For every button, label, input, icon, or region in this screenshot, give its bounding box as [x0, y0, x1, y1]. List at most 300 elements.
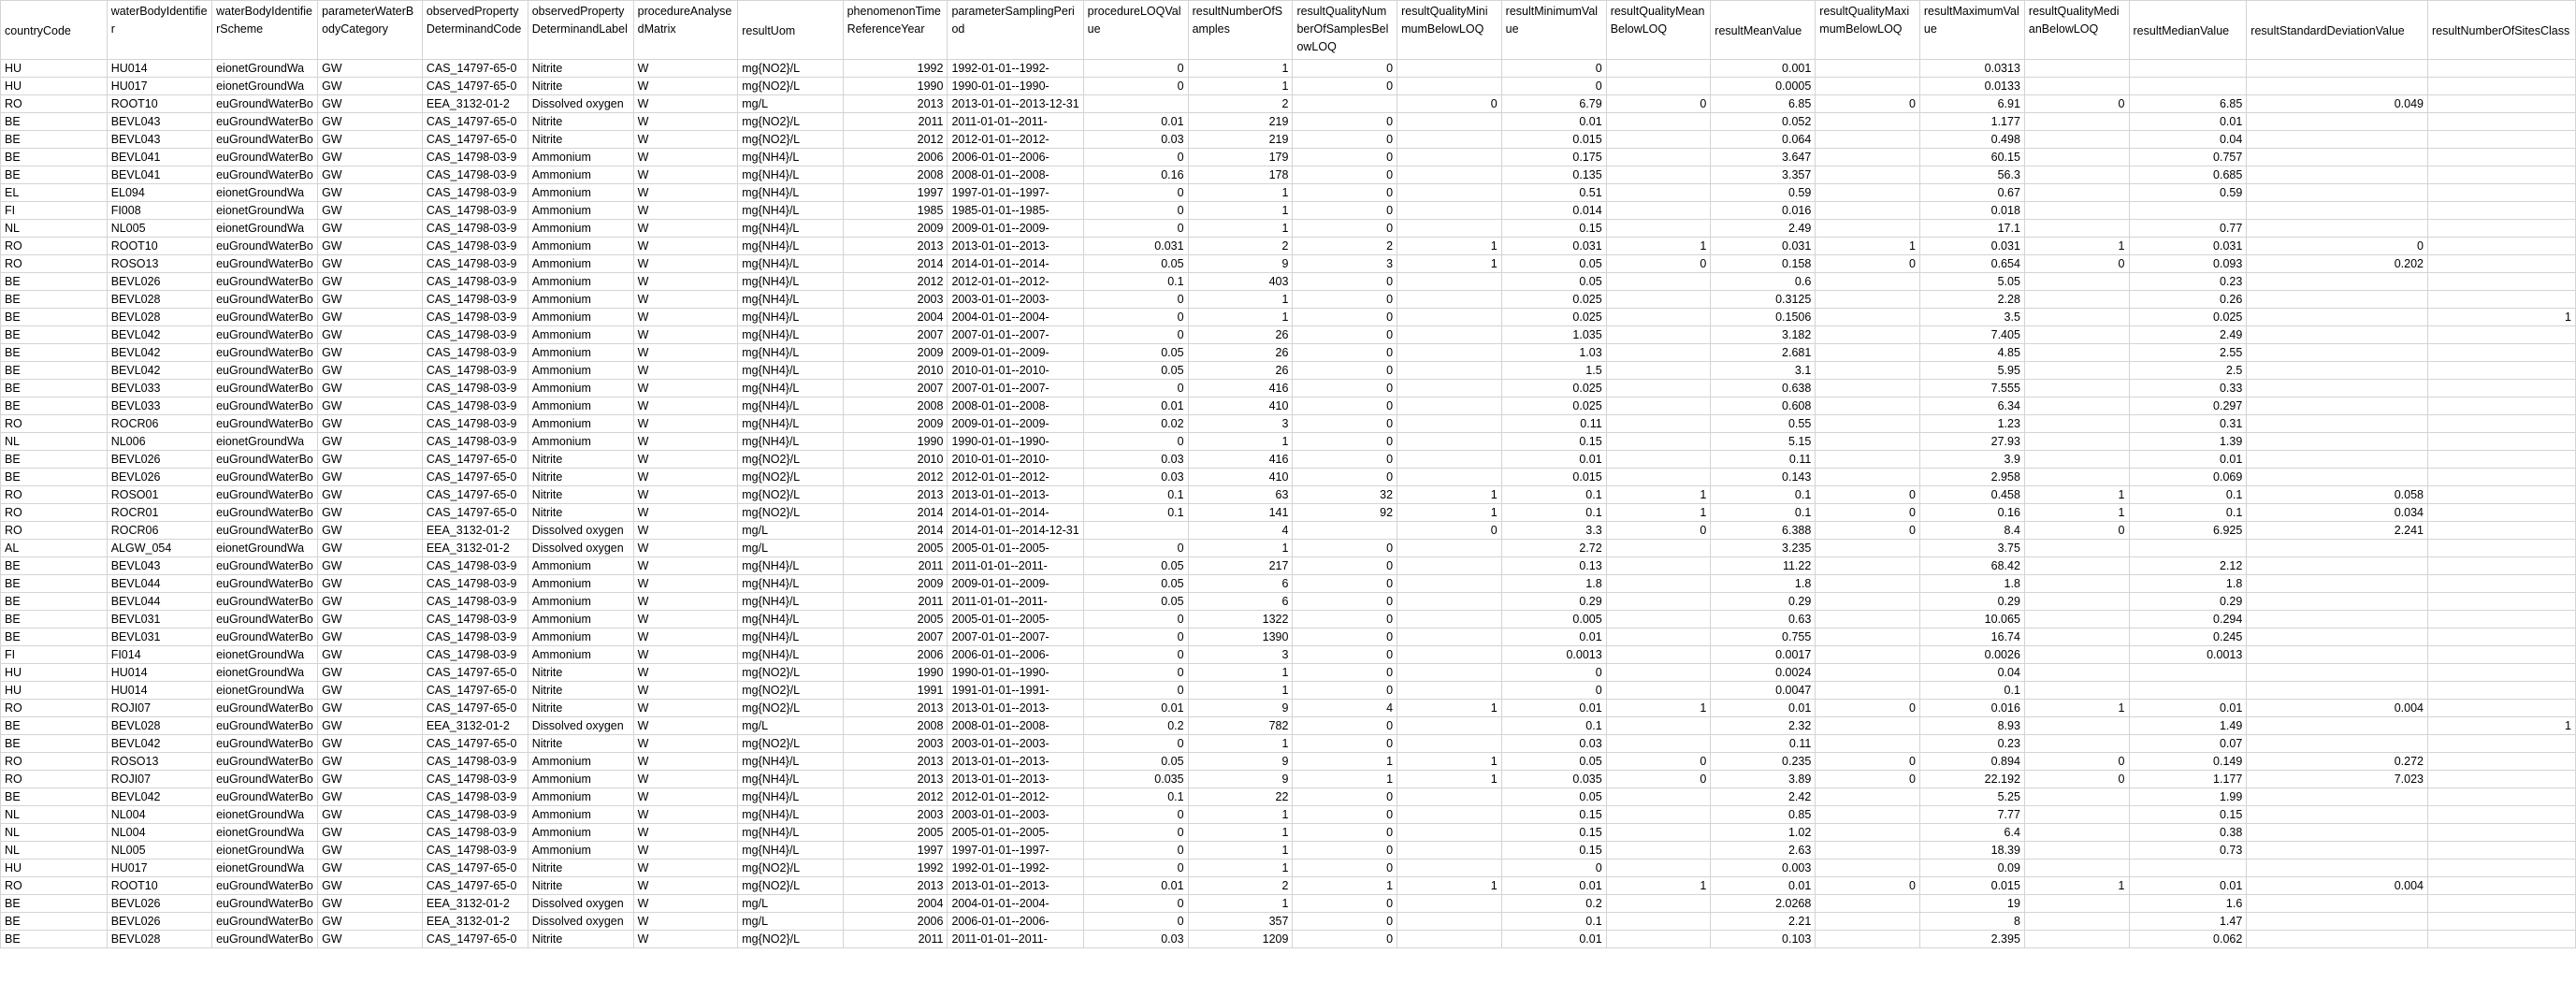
- cell[interactable]: euGroundWaterBo: [212, 611, 318, 629]
- cell[interactable]: 0.04: [2129, 131, 2247, 149]
- cell[interactable]: 0.272: [2247, 753, 2428, 771]
- cell[interactable]: BEVL042: [107, 788, 211, 806]
- cell[interactable]: [1397, 131, 1502, 149]
- cell[interactable]: Ammonium: [528, 557, 633, 575]
- cell[interactable]: [1606, 131, 1711, 149]
- cell[interactable]: CAS_14798-03-9: [422, 753, 528, 771]
- cell[interactable]: NL: [1, 220, 108, 238]
- cell[interactable]: 0.03: [1083, 451, 1188, 469]
- cell[interactable]: 0: [2024, 522, 2129, 540]
- cell[interactable]: [2024, 397, 2129, 415]
- cell[interactable]: 0: [1293, 540, 1397, 557]
- cell[interactable]: 410: [1188, 397, 1293, 415]
- cell[interactable]: W: [633, 629, 738, 646]
- cell[interactable]: 2005-01-01--2005-: [948, 824, 1083, 842]
- cell[interactable]: BE: [1, 611, 108, 629]
- cell[interactable]: mg{NH4}/L: [738, 255, 843, 273]
- cell[interactable]: 1992: [843, 60, 948, 78]
- cell[interactable]: 2007-01-01--2007-: [948, 380, 1083, 397]
- cell[interactable]: BEVL031: [107, 629, 211, 646]
- cell[interactable]: W: [633, 291, 738, 309]
- cell[interactable]: 0: [1293, 593, 1397, 611]
- cell[interactable]: 0.015: [1501, 131, 1606, 149]
- cell[interactable]: 0.1: [1083, 273, 1188, 291]
- cell[interactable]: BE: [1, 149, 108, 166]
- cell[interactable]: Ammonium: [528, 362, 633, 380]
- cell[interactable]: 0.05: [1083, 753, 1188, 771]
- cell[interactable]: 0: [1083, 291, 1188, 309]
- cell[interactable]: [1606, 629, 1711, 646]
- cell[interactable]: [2024, 646, 2129, 664]
- cell[interactable]: Ammonium: [528, 753, 633, 771]
- cell[interactable]: GW: [318, 806, 423, 824]
- cell[interactable]: Nitrite: [528, 60, 633, 78]
- cell[interactable]: 0.15: [2129, 806, 2247, 824]
- cell[interactable]: euGroundWaterBo: [212, 771, 318, 788]
- cell[interactable]: EEA_3132-01-2: [422, 522, 528, 540]
- cell[interactable]: 0: [2024, 771, 2129, 788]
- cell[interactable]: [1397, 60, 1502, 78]
- cell[interactable]: [2427, 469, 2575, 486]
- cell[interactable]: 0.05: [1083, 575, 1188, 593]
- cell[interactable]: GW: [318, 788, 423, 806]
- cell[interactable]: [1816, 113, 1920, 131]
- cell[interactable]: [2427, 771, 2575, 788]
- cell[interactable]: W: [633, 771, 738, 788]
- cell[interactable]: 17.1: [1919, 220, 2024, 238]
- cell[interactable]: 5.15: [1711, 433, 1816, 451]
- cell[interactable]: 2013: [843, 700, 948, 717]
- cell[interactable]: [2247, 469, 2428, 486]
- cell[interactable]: [1397, 717, 1502, 735]
- cell[interactable]: NL: [1, 433, 108, 451]
- cell[interactable]: 0.016: [1711, 202, 1816, 220]
- cell[interactable]: 0.031: [1711, 238, 1816, 255]
- cell[interactable]: Ammonium: [528, 291, 633, 309]
- cell[interactable]: [1606, 202, 1711, 220]
- cell[interactable]: GW: [318, 824, 423, 842]
- cell[interactable]: 0.031: [1501, 238, 1606, 255]
- cell[interactable]: 0.59: [2129, 184, 2247, 202]
- cell[interactable]: 0.062: [2129, 931, 2247, 948]
- cell[interactable]: 2014-01-01--2014-: [948, 255, 1083, 273]
- cell[interactable]: [1606, 913, 1711, 931]
- cell[interactable]: 1: [1188, 309, 1293, 326]
- cell[interactable]: [2427, 326, 2575, 344]
- cell[interactable]: [2247, 557, 2428, 575]
- cell[interactable]: 0: [1293, 788, 1397, 806]
- cell[interactable]: [2427, 362, 2575, 380]
- cell[interactable]: 2003-01-01--2003-: [948, 291, 1083, 309]
- cell[interactable]: 2014: [843, 504, 948, 522]
- column-header[interactable]: procedureAnalysedMatrix: [633, 1, 738, 60]
- cell[interactable]: 0: [1083, 860, 1188, 877]
- cell[interactable]: 2.72: [1501, 540, 1606, 557]
- cell[interactable]: 4.85: [1919, 344, 2024, 362]
- cell[interactable]: 0.149: [2129, 753, 2247, 771]
- cell[interactable]: 0: [1083, 824, 1188, 842]
- cell[interactable]: [2247, 646, 2428, 664]
- column-header[interactable]: resultQualityMeanBelowLOQ: [1606, 1, 1711, 60]
- cell[interactable]: CAS_14797-65-0: [422, 735, 528, 753]
- cell[interactable]: euGroundWaterBo: [212, 504, 318, 522]
- cell[interactable]: GW: [318, 397, 423, 415]
- cell[interactable]: [1397, 540, 1502, 557]
- cell[interactable]: CAS_14798-03-9: [422, 415, 528, 433]
- cell[interactable]: 26: [1188, 326, 1293, 344]
- cell[interactable]: [1606, 806, 1711, 824]
- cell[interactable]: 2006-01-01--2006-: [948, 149, 1083, 166]
- cell[interactable]: [2247, 344, 2428, 362]
- cell[interactable]: CAS_14797-65-0: [422, 682, 528, 700]
- cell[interactable]: GW: [318, 735, 423, 753]
- cell[interactable]: 2014: [843, 522, 948, 540]
- cell[interactable]: HU014: [107, 682, 211, 700]
- cell[interactable]: [2427, 451, 2575, 469]
- cell[interactable]: [1606, 184, 1711, 202]
- cell[interactable]: BEVL042: [107, 326, 211, 344]
- cell[interactable]: HU: [1, 78, 108, 95]
- cell[interactable]: W: [633, 540, 738, 557]
- cell[interactable]: [2247, 540, 2428, 557]
- cell[interactable]: [1397, 309, 1502, 326]
- cell[interactable]: eionetGroundWa: [212, 664, 318, 682]
- cell[interactable]: [2024, 380, 2129, 397]
- cell[interactable]: 0.01: [2129, 451, 2247, 469]
- cell[interactable]: [2247, 806, 2428, 824]
- cell[interactable]: mg{NH4}/L: [738, 788, 843, 806]
- cell[interactable]: 1.8: [1711, 575, 1816, 593]
- cell[interactable]: 0.01: [2129, 877, 2247, 895]
- cell[interactable]: Ammonium: [528, 415, 633, 433]
- cell[interactable]: 1.6: [2129, 895, 2247, 913]
- cell[interactable]: 0: [1293, 895, 1397, 913]
- column-header[interactable]: resultMinimumValue: [1501, 1, 1606, 60]
- cell[interactable]: HU: [1, 60, 108, 78]
- cell[interactable]: [1606, 291, 1711, 309]
- cell[interactable]: [2024, 415, 2129, 433]
- cell[interactable]: 92: [1293, 504, 1397, 522]
- cell[interactable]: 0: [1293, 220, 1397, 238]
- cell[interactable]: 1: [1397, 504, 1502, 522]
- cell[interactable]: GW: [318, 611, 423, 629]
- cell[interactable]: [1816, 433, 1920, 451]
- cell[interactable]: BEVL033: [107, 380, 211, 397]
- cell[interactable]: [1816, 149, 1920, 166]
- cell[interactable]: 0.29: [1919, 593, 2024, 611]
- cell[interactable]: [2427, 504, 2575, 522]
- cell[interactable]: 26: [1188, 362, 1293, 380]
- cell[interactable]: eionetGroundWa: [212, 806, 318, 824]
- cell[interactable]: [2427, 238, 2575, 255]
- cell[interactable]: 0.31: [2129, 415, 2247, 433]
- cell[interactable]: euGroundWaterBo: [212, 753, 318, 771]
- cell[interactable]: 1: [1188, 184, 1293, 202]
- cell[interactable]: [2427, 806, 2575, 824]
- cell[interactable]: 2009-01-01--2009-: [948, 220, 1083, 238]
- cell[interactable]: 0: [1501, 860, 1606, 877]
- cell[interactable]: BE: [1, 362, 108, 380]
- cell[interactable]: 2014-01-01--2014-12-31: [948, 522, 1083, 540]
- cell[interactable]: RO: [1, 486, 108, 504]
- cell[interactable]: [1397, 78, 1502, 95]
- cell[interactable]: 2012-01-01--2012-: [948, 131, 1083, 149]
- cell[interactable]: mg{NO2}/L: [738, 113, 843, 131]
- cell[interactable]: 2: [1188, 877, 1293, 895]
- cell[interactable]: 3.235: [1711, 540, 1816, 557]
- column-header[interactable]: waterBodyIdentifier: [107, 1, 211, 60]
- cell[interactable]: Ammonium: [528, 646, 633, 664]
- cell[interactable]: 0: [1083, 78, 1188, 95]
- cell[interactable]: GW: [318, 913, 423, 931]
- cell[interactable]: 1: [2024, 877, 2129, 895]
- cell[interactable]: [1606, 664, 1711, 682]
- cell[interactable]: [2024, 344, 2129, 362]
- cell[interactable]: 0.01: [1711, 700, 1816, 717]
- cell[interactable]: 0.004: [2247, 700, 2428, 717]
- cell[interactable]: CAS_14798-03-9: [422, 575, 528, 593]
- cell[interactable]: Nitrite: [528, 931, 633, 948]
- cell[interactable]: [1397, 397, 1502, 415]
- cell[interactable]: [1816, 664, 1920, 682]
- cell[interactable]: euGroundWaterBo: [212, 877, 318, 895]
- cell[interactable]: [1397, 664, 1502, 682]
- cell[interactable]: ROCR06: [107, 522, 211, 540]
- cell[interactable]: 2008: [843, 166, 948, 184]
- cell[interactable]: mg{NO2}/L: [738, 78, 843, 95]
- cell[interactable]: 0.025: [1501, 380, 1606, 397]
- cell[interactable]: 0.03: [1083, 469, 1188, 486]
- cell[interactable]: BE: [1, 735, 108, 753]
- cell[interactable]: 7.405: [1919, 326, 2024, 344]
- cell[interactable]: 1: [1188, 60, 1293, 78]
- cell[interactable]: Nitrite: [528, 113, 633, 131]
- cell[interactable]: [2247, 913, 2428, 931]
- cell[interactable]: [2427, 522, 2575, 540]
- cell[interactable]: 0.894: [1919, 753, 2024, 771]
- cell[interactable]: [1397, 344, 1502, 362]
- cell[interactable]: euGroundWaterBo: [212, 273, 318, 291]
- cell[interactable]: 6.388: [1711, 522, 1816, 540]
- cell[interactable]: 0.01: [1083, 877, 1188, 895]
- cell[interactable]: 5.95: [1919, 362, 2024, 380]
- cell[interactable]: 0.093: [2129, 255, 2247, 273]
- cell[interactable]: BEVL026: [107, 469, 211, 486]
- cell[interactable]: [2427, 95, 2575, 113]
- cell[interactable]: 0.0005: [1711, 78, 1816, 95]
- cell[interactable]: 3.75: [1919, 540, 2024, 557]
- cell[interactable]: CAS_14798-03-9: [422, 149, 528, 166]
- cell[interactable]: GW: [318, 95, 423, 113]
- cell[interactable]: [1606, 682, 1711, 700]
- cell[interactable]: BE: [1, 344, 108, 362]
- cell[interactable]: Ammonium: [528, 842, 633, 860]
- cell[interactable]: [1816, 60, 1920, 78]
- cell[interactable]: W: [633, 220, 738, 238]
- column-header[interactable]: resultNumberOfSitesClass: [2427, 1, 2575, 60]
- cell[interactable]: [1816, 326, 1920, 344]
- cell[interactable]: [2247, 682, 2428, 700]
- cell[interactable]: 0: [1293, 913, 1397, 931]
- cell[interactable]: euGroundWaterBo: [212, 788, 318, 806]
- cell[interactable]: [2247, 895, 2428, 913]
- cell[interactable]: 2008: [843, 717, 948, 735]
- cell[interactable]: [2247, 415, 2428, 433]
- cell[interactable]: 0: [1501, 78, 1606, 95]
- cell[interactable]: CAS_14797-65-0: [422, 60, 528, 78]
- cell[interactable]: HU017: [107, 78, 211, 95]
- cell[interactable]: [1397, 593, 1502, 611]
- cell[interactable]: W: [633, 735, 738, 753]
- cell[interactable]: [1397, 415, 1502, 433]
- cell[interactable]: Nitrite: [528, 877, 633, 895]
- cell[interactable]: RO: [1, 255, 108, 273]
- column-header[interactable]: resultQualityNumberOfSamplesBelowLOQ: [1293, 1, 1397, 60]
- cell[interactable]: 1: [1188, 735, 1293, 753]
- cell[interactable]: 1985-01-01--1985-: [948, 202, 1083, 220]
- cell[interactable]: W: [633, 557, 738, 575]
- cell[interactable]: 416: [1188, 380, 1293, 397]
- cell[interactable]: 6.91: [1919, 95, 2024, 113]
- cell[interactable]: 8: [1919, 913, 2024, 931]
- cell[interactable]: 0.01: [1501, 877, 1606, 895]
- cell[interactable]: 0.29: [1501, 593, 1606, 611]
- cell[interactable]: 0.0026: [1919, 646, 2024, 664]
- cell[interactable]: mg{NH4}/L: [738, 202, 843, 220]
- cell[interactable]: 6.85: [1711, 95, 1816, 113]
- cell[interactable]: 2009-01-01--2009-: [948, 344, 1083, 362]
- cell[interactable]: GW: [318, 664, 423, 682]
- cell[interactable]: 0.031: [2129, 238, 2247, 255]
- cell[interactable]: [2247, 380, 2428, 397]
- cell[interactable]: [2024, 664, 2129, 682]
- cell[interactable]: GW: [318, 131, 423, 149]
- cell[interactable]: BEVL028: [107, 931, 211, 948]
- cell[interactable]: GW: [318, 557, 423, 575]
- cell[interactable]: [1606, 273, 1711, 291]
- cell[interactable]: 0.049: [2247, 95, 2428, 113]
- cell[interactable]: [2427, 255, 2575, 273]
- cell[interactable]: 0.035: [1083, 771, 1188, 788]
- cell[interactable]: 0.025: [1501, 397, 1606, 415]
- cell[interactable]: [1816, 202, 1920, 220]
- cell[interactable]: [2024, 291, 2129, 309]
- cell[interactable]: 9: [1188, 700, 1293, 717]
- cell[interactable]: 0.103: [1711, 931, 1816, 948]
- cell[interactable]: 0: [1293, 415, 1397, 433]
- cell[interactable]: [2024, 717, 2129, 735]
- cell[interactable]: 0.003: [1711, 860, 1816, 877]
- cell[interactable]: mg{NH4}/L: [738, 611, 843, 629]
- cell[interactable]: CAS_14798-03-9: [422, 344, 528, 362]
- cell[interactable]: [1293, 522, 1397, 540]
- cell[interactable]: [1816, 469, 1920, 486]
- cell[interactable]: 2010-01-01--2010-: [948, 451, 1083, 469]
- cell[interactable]: ROCR06: [107, 415, 211, 433]
- column-header[interactable]: resultQualityMaximumBelowLOQ: [1816, 1, 1920, 60]
- cell[interactable]: euGroundWaterBo: [212, 522, 318, 540]
- cell[interactable]: mg/L: [738, 95, 843, 113]
- cell[interactable]: Nitrite: [528, 451, 633, 469]
- cell[interactable]: 1: [1397, 771, 1502, 788]
- cell[interactable]: 0.1: [1083, 788, 1188, 806]
- cell[interactable]: [2247, 629, 2428, 646]
- cell[interactable]: [2427, 397, 2575, 415]
- cell[interactable]: 2008: [843, 397, 948, 415]
- cell[interactable]: [1397, 273, 1502, 291]
- cell[interactable]: [2427, 593, 2575, 611]
- cell[interactable]: BE: [1, 788, 108, 806]
- cell[interactable]: W: [633, 877, 738, 895]
- cell[interactable]: NL005: [107, 220, 211, 238]
- cell[interactable]: 0: [1606, 95, 1711, 113]
- cell[interactable]: [1293, 95, 1397, 113]
- cell[interactable]: 0.16: [1919, 504, 2024, 522]
- cell[interactable]: BE: [1, 629, 108, 646]
- cell[interactable]: W: [633, 202, 738, 220]
- cell[interactable]: mg{NH4}/L: [738, 397, 843, 415]
- cell[interactable]: GW: [318, 877, 423, 895]
- cell[interactable]: 0: [1293, 717, 1397, 735]
- cell[interactable]: [1606, 824, 1711, 842]
- cell[interactable]: GW: [318, 220, 423, 238]
- cell[interactable]: 0: [1083, 309, 1188, 326]
- cell[interactable]: 0.0133: [1919, 78, 2024, 95]
- cell[interactable]: [2024, 149, 2129, 166]
- cell[interactable]: GW: [318, 931, 423, 948]
- cell[interactable]: W: [633, 78, 738, 95]
- cell[interactable]: [1397, 611, 1502, 629]
- cell[interactable]: Nitrite: [528, 504, 633, 522]
- cell[interactable]: 0: [1083, 682, 1188, 700]
- cell[interactable]: 0.63: [1711, 611, 1816, 629]
- cell[interactable]: [2427, 60, 2575, 78]
- cell[interactable]: GW: [318, 273, 423, 291]
- cell[interactable]: Ammonium: [528, 344, 633, 362]
- cell[interactable]: 2014-01-01--2014-: [948, 504, 1083, 522]
- cell[interactable]: 3.1: [1711, 362, 1816, 380]
- cell[interactable]: 0.004: [2247, 877, 2428, 895]
- cell[interactable]: 0.005: [1501, 611, 1606, 629]
- cell[interactable]: GW: [318, 344, 423, 362]
- cell[interactable]: [2247, 78, 2428, 95]
- cell[interactable]: 2: [1188, 95, 1293, 113]
- cell[interactable]: 1.47: [2129, 913, 2247, 931]
- cell[interactable]: euGroundWaterBo: [212, 469, 318, 486]
- cell[interactable]: GW: [318, 238, 423, 255]
- cell[interactable]: [1083, 95, 1188, 113]
- cell[interactable]: 6: [1188, 575, 1293, 593]
- cell[interactable]: CAS_14798-03-9: [422, 771, 528, 788]
- cell[interactable]: 1: [1188, 78, 1293, 95]
- cell[interactable]: BE: [1, 113, 108, 131]
- cell[interactable]: 2013: [843, 753, 948, 771]
- cell[interactable]: 2: [1293, 238, 1397, 255]
- cell[interactable]: W: [633, 486, 738, 504]
- cell[interactable]: Ammonium: [528, 397, 633, 415]
- cell[interactable]: 0.15: [1501, 842, 1606, 860]
- cell[interactable]: AL: [1, 540, 108, 557]
- cell[interactable]: BE: [1, 166, 108, 184]
- cell[interactable]: GW: [318, 771, 423, 788]
- cell[interactable]: Nitrite: [528, 735, 633, 753]
- cell[interactable]: [2427, 433, 2575, 451]
- cell[interactable]: 1: [1606, 700, 1711, 717]
- cell[interactable]: W: [633, 824, 738, 842]
- cell[interactable]: [1606, 469, 1711, 486]
- cell[interactable]: 1990: [843, 433, 948, 451]
- cell[interactable]: 26: [1188, 344, 1293, 362]
